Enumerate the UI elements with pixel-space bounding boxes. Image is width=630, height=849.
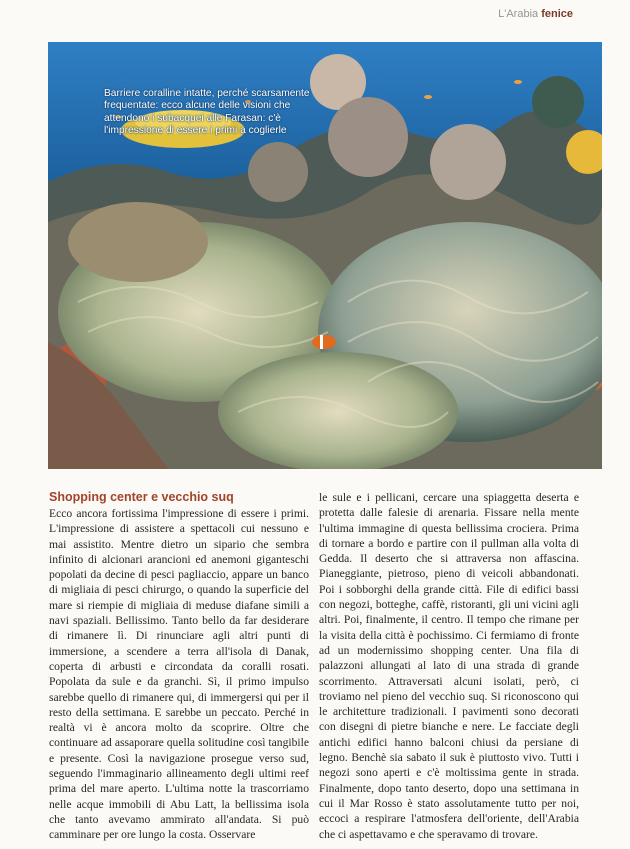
article xyxy=(49,490,601,842)
article-text-left: Ecco ancora fortissima l'impressione di essere i primi. L'impressione di assistere a spettacoli cui nessuno e mai assistito. Mentre dietro un sipario che sembra infinito di alcionari arancioni ed anemoni giganteschi popolati da decine di pesci pagliaccio, appare un banco di migliaia di pesci chirurgo, o quando la superficie del mare si riempie di migliaia di meduse diafane simili a navi spaziali. Bellissimo. Tanto bello da far desiderare di rimanere lì. Di rinunciare agli altri punti di immersione, a scendere a terra all'isola di Danak, coperta di arbusti e circondata da coralli rosati. Popolata da sule e da granchi. Sì, il primo impulso sarebbe quello di rimanere qui, di immergersi qui per il resto della settimana. E sarebbe un peccato. Perché in realtà vi è ancora molto da scoprire. Oltre che continuare ad assaporare quella solitudine così tangibile e presente. Così la navigazione prosegue verso sud, seguendo l'immaginario allineamento degli ultimi reef prima del mare aperto. L'ultima notte la trascorriamo nelle acque immobili di Abu Latt, la bellissima isola che tanto avevamo ammirato all'andata. Si può camminare per ore lungo la costa. Osservare xyxy=(49,507,309,842)
article-column-left xyxy=(49,490,309,843)
article-headline: Shopping center e vecchio suq xyxy=(49,490,234,504)
photo-caption: Barriere coralline intatte, perché scarsamente frequentate: ecco alcune delle visioni che attendono i subacquei alle Farasan: c'è l'impressione di essere i primi a coglierle xyxy=(104,88,310,137)
article-column-right xyxy=(319,490,579,842)
page-header xyxy=(498,8,573,20)
magazine-brand: fenice xyxy=(541,8,573,20)
article-text-right: le sule e i pellicani, cercare una spiaggetta deserta e protetta dalle falesie di arenaria. Fissare nella mente l'ultima immagine di questa bellissima crociera. Prima di tornare a bordo e partire con il pullman alla volta di Gedda. Il deserto che si attraversa non affascina. Pianeggiante, pietroso, pieno di veicoli abbandonati. Poi i sobborghi della grande città. File di edifici bassi con negozi, botteghe, caffè, ristoranti, gli uni vicini agli altri. Poi, finalmente, il centro. Il tempo che rimane per la visita della città è pochissimo. Ci fermiamo di fronte ad un modernissimo shopping center. Una fila di palazzoni allungati al lato di una strada di grande scorrimento. Attraversati alcuni isolati, però, ci troviamo nel pieno del vecchio suq. Si riconoscono qui le architetture tradizionali. I pavimenti sono decorati con disegni di pietre bianche e nere. Le facciate degli antichi edifici hanno balconi chiusi da persiane di legno. Benchè sia sabato il suk è piuttosto vivo. Tutti i negozi sono aperti e c'è moltissima gente in strada. Finalmente, dopo tanto deserto, dopo una settimana in cui il Mar Rosso è stato assolutamente tutto per noi, eccoci a respirare l'atmosfera dell'oriente, dell'Arabia che ci aspettavamo e che speravamo di trovare. xyxy=(319,491,579,841)
coral-reef-photo xyxy=(48,42,602,469)
section-title: L'Arabia xyxy=(498,8,539,20)
